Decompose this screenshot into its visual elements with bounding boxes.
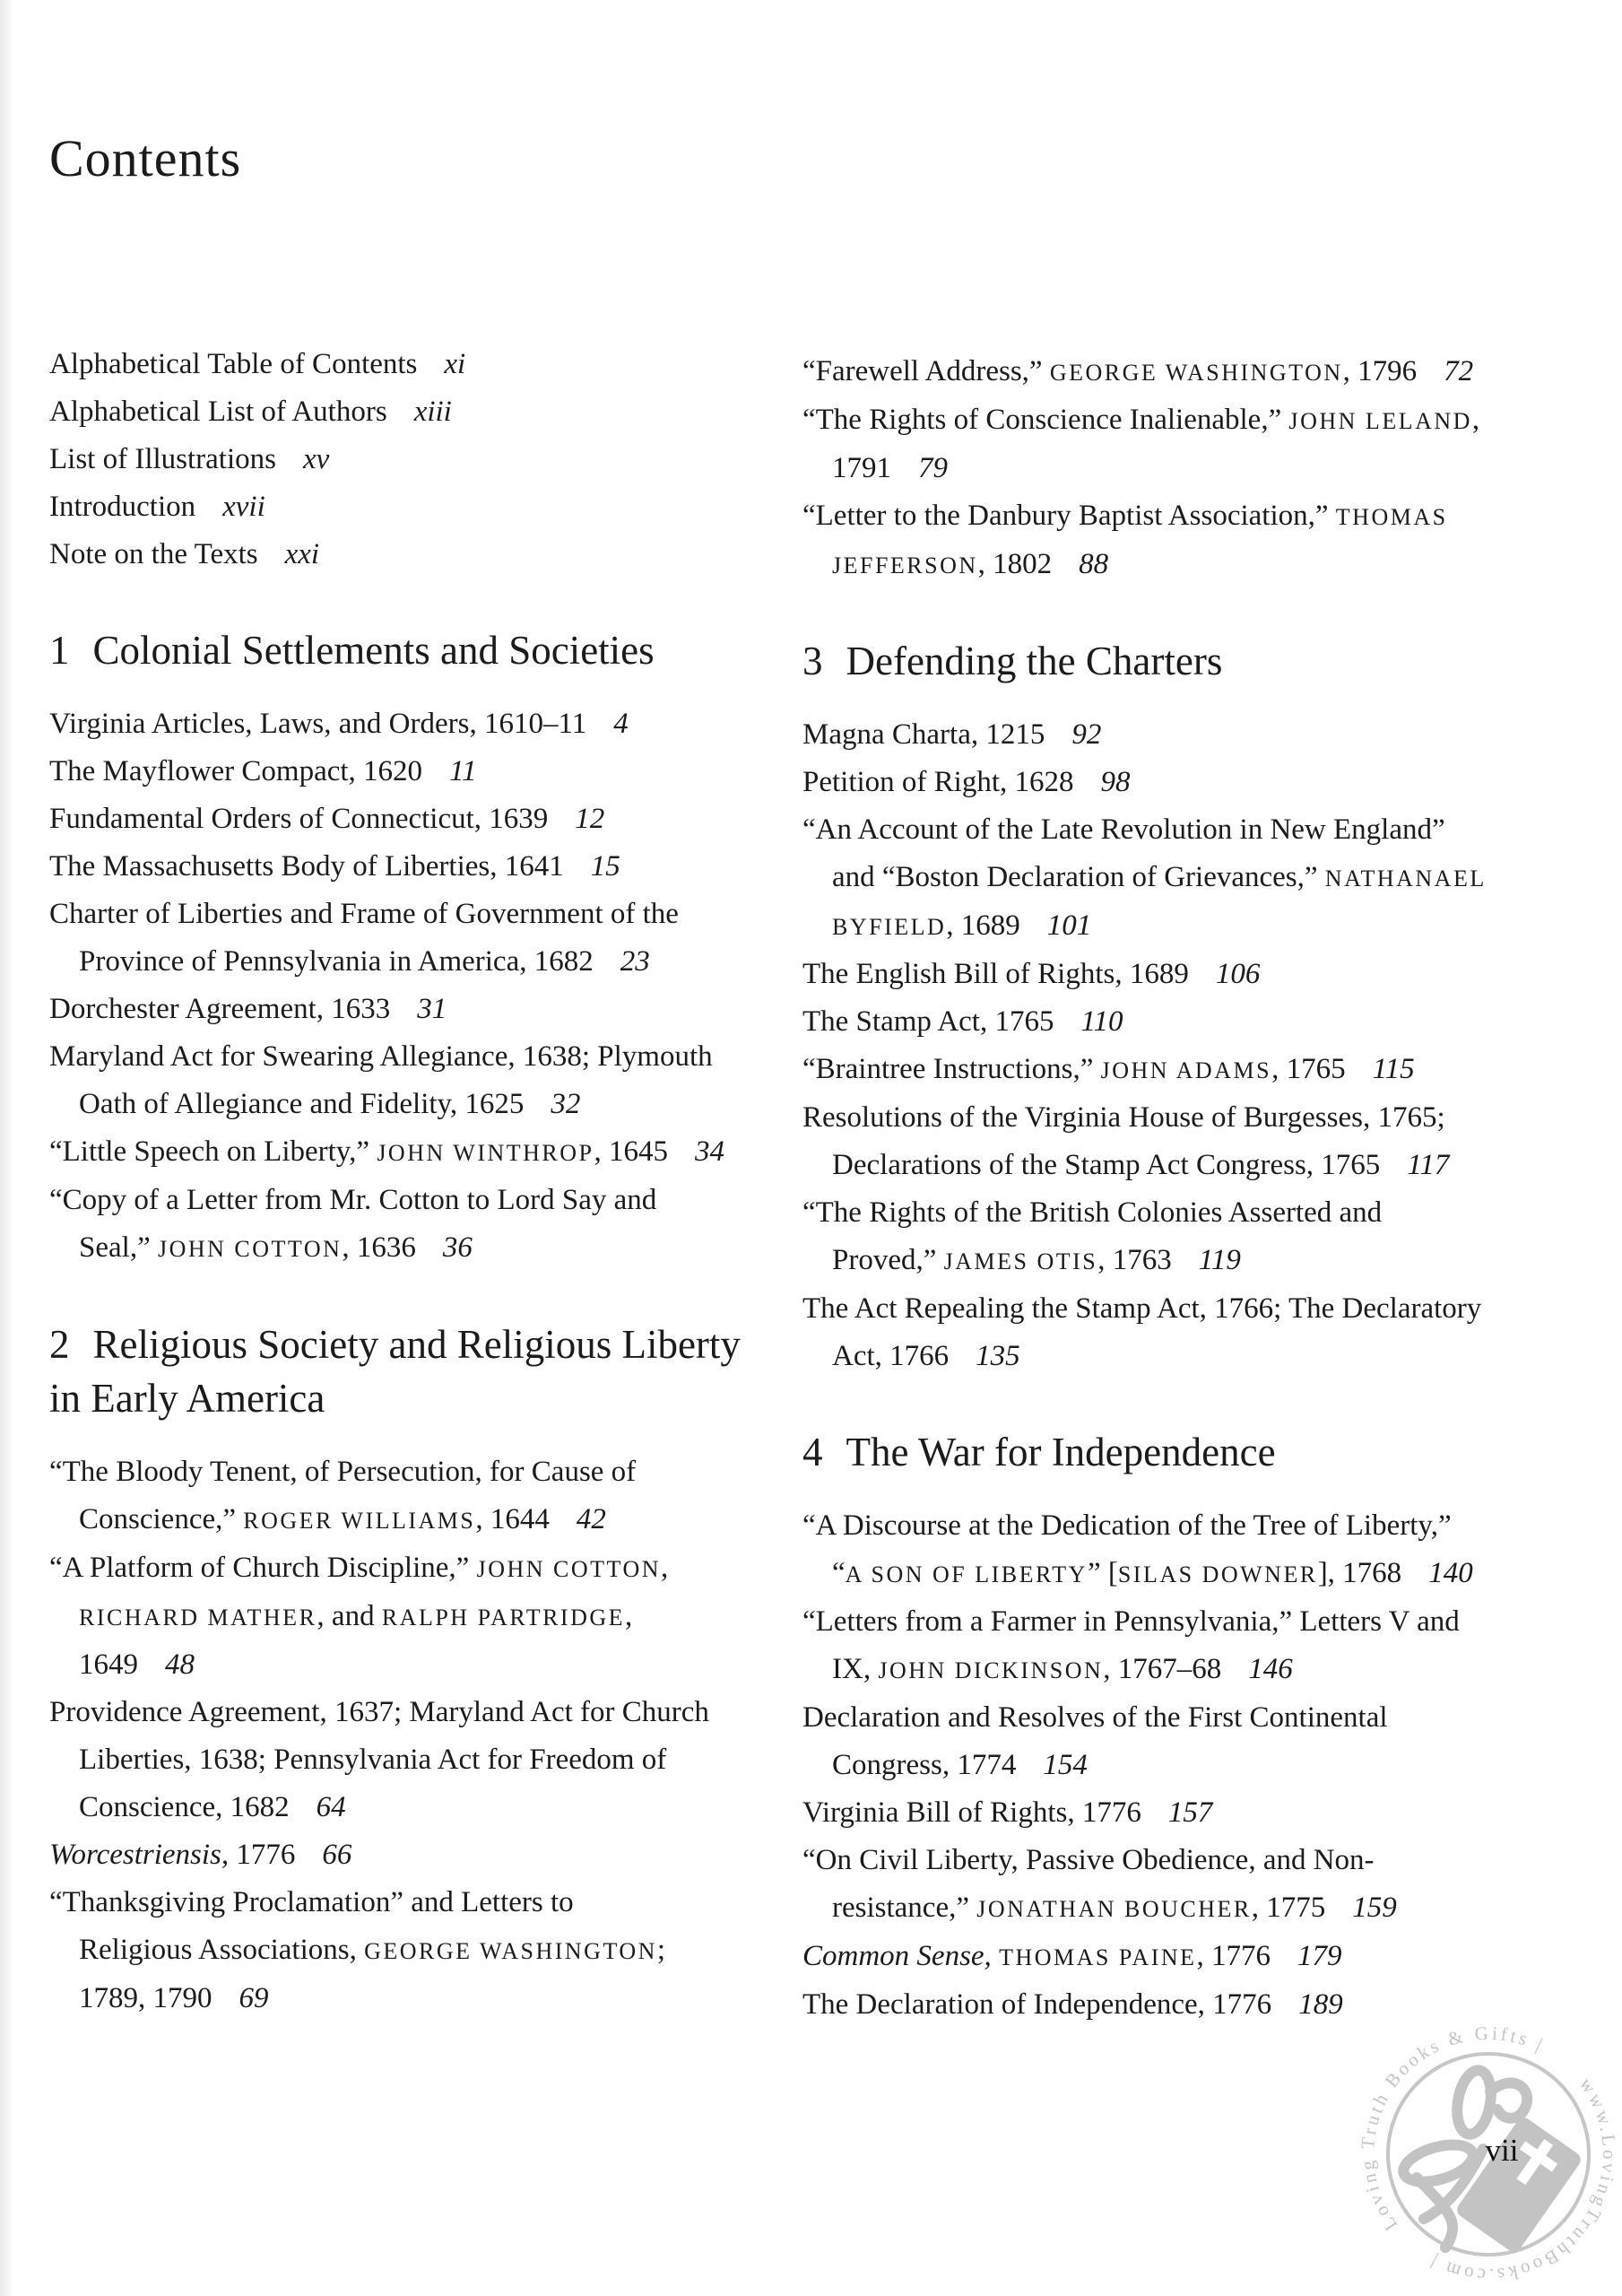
author-name: A SON OF LIBERTY xyxy=(845,1561,1088,1587)
author-name: JOHN ADAMS xyxy=(1100,1057,1272,1083)
page-ref: 36 xyxy=(442,1231,473,1264)
section-heading xyxy=(49,623,741,677)
toc-line xyxy=(802,1884,1487,1933)
stamp-arc-text-bottom: www.LovingTruthBooks.com | xyxy=(1424,2074,1621,2287)
section-title: Religious Society and Religious Liberty xyxy=(92,1322,741,1367)
page-ref: 4 xyxy=(613,708,629,740)
toc-line xyxy=(802,1933,1487,1981)
entry-text: , 1689 xyxy=(946,909,1020,942)
entry-text: Introduction xyxy=(49,491,196,523)
entry-text: Act, 1766 xyxy=(832,1340,950,1372)
toc-line xyxy=(802,1189,1487,1237)
author-name: JOHN LELAND xyxy=(1288,408,1472,434)
toc-line xyxy=(49,436,741,483)
toc-line xyxy=(49,1224,741,1273)
toc-entries xyxy=(49,700,741,1273)
toc-column-right xyxy=(802,348,1487,2029)
toc-entry xyxy=(49,341,741,388)
entry-text: , 1765 xyxy=(1271,1053,1346,1085)
page-number: vii xyxy=(1485,2133,1519,2168)
page-ref: 12 xyxy=(575,803,605,835)
toc-entry xyxy=(49,700,741,748)
section-heading xyxy=(49,1318,741,1425)
page-ref: 72 xyxy=(1444,355,1474,387)
entry-text: “The Bloody Tenent, of Persecution, for Cause of xyxy=(49,1456,637,1488)
toc-line xyxy=(802,951,1487,998)
toc-entry xyxy=(49,1831,741,1879)
entry-text: ” [ xyxy=(1087,1557,1118,1589)
toc-entry xyxy=(49,1448,741,1544)
author-name: THOMAS PAINE xyxy=(999,1944,1197,1970)
toc-entry xyxy=(49,1544,741,1689)
toc-line xyxy=(49,891,741,938)
entry-text: , xyxy=(661,1552,669,1584)
entry-text: , and xyxy=(317,1600,382,1632)
toc-line xyxy=(49,1689,741,1736)
toc-line xyxy=(49,938,741,986)
entry-text: Oath of Allegiance and Fidelity, 1625 xyxy=(79,1088,525,1120)
page-ref: 119 xyxy=(1198,1244,1241,1276)
toc-entry xyxy=(49,843,741,891)
toc-entries xyxy=(49,1448,741,2022)
author-name: ROGER WILLIAMS xyxy=(243,1508,476,1534)
entry-text: Seal,” xyxy=(79,1231,158,1264)
toc-line xyxy=(49,986,741,1033)
page-ref: 31 xyxy=(417,993,447,1025)
entry-text: Petition of Right, 1628 xyxy=(802,766,1074,798)
toc-entry xyxy=(49,1689,741,1831)
entry-text: “The Rights of Conscience Inalienable,” xyxy=(802,404,1289,436)
page-ref: 11 xyxy=(449,755,477,787)
author-name: JONATHAN BOUCHER xyxy=(976,1896,1252,1922)
toc-entry xyxy=(802,396,1487,492)
page-ref: xiii xyxy=(413,396,452,428)
entry-text: , 1645 xyxy=(594,1135,669,1168)
page-ref: 115 xyxy=(1372,1053,1415,1085)
toc-line xyxy=(802,1046,1487,1094)
entry-text: Virginia Articles, Laws, and Orders, 1610–11 xyxy=(49,708,587,740)
entry-text: “Letters from a Farmer in Pennsylvania,” Letters V and xyxy=(802,1605,1460,1638)
page-ref: xvii xyxy=(222,491,265,523)
page-ref: 189 xyxy=(1298,1988,1343,2021)
page-ref: 179 xyxy=(1297,1940,1342,1972)
toc-line xyxy=(49,700,741,748)
toc-entry xyxy=(802,1094,1487,1189)
toc-entry xyxy=(49,436,741,483)
work-title-italic: Common Sense, xyxy=(802,1940,992,1972)
entry-text: 1649 xyxy=(79,1648,138,1681)
toc-line xyxy=(802,1646,1487,1694)
page-ref: 34 xyxy=(695,1135,725,1168)
entry-text: , 1802 xyxy=(977,548,1053,580)
toc-line xyxy=(802,445,1487,492)
entry-text: Charter of Liberties and Frame of Government of the xyxy=(49,898,679,930)
entry-text: “The Rights of the British Colonies Asserted and xyxy=(802,1196,1383,1229)
page-ref: 146 xyxy=(1248,1653,1293,1685)
author-name: JOHN COTTON xyxy=(476,1556,661,1582)
entry-text: Fundamental Orders of Connecticut, 1639 xyxy=(49,803,549,835)
toc-line xyxy=(49,341,741,388)
entry-text: Alphabetical List of Authors xyxy=(49,396,387,428)
entry-text: , xyxy=(625,1600,633,1632)
toc-line xyxy=(802,998,1487,1046)
section-title: in Early America xyxy=(49,1376,325,1421)
toc-entry xyxy=(802,1189,1487,1285)
toc-entry xyxy=(49,388,741,436)
section-number: 3 xyxy=(802,639,823,683)
toc-entry xyxy=(802,998,1487,1046)
toc-line xyxy=(802,711,1487,759)
entry-text: , 1796 xyxy=(1342,355,1418,387)
entry-text: , 1763 xyxy=(1097,1244,1172,1276)
toc-entries xyxy=(802,348,1487,589)
toc-line xyxy=(49,1831,741,1879)
entry-text: ], 1768 xyxy=(1317,1557,1402,1589)
toc-entry xyxy=(802,1694,1487,1789)
entry-text: Dorchester Agreement, 1633 xyxy=(49,993,391,1025)
author-name: JAMES OTIS xyxy=(943,1248,1098,1274)
entry-text: Providence Agreement, 1637; Maryland Act for Church xyxy=(49,1696,709,1728)
page-ref: 42 xyxy=(576,1503,606,1535)
entry-text: 1776 xyxy=(229,1839,296,1871)
entry-text: “Farewell Address,” xyxy=(802,355,1050,387)
entry-text: “Braintree Instructions,” xyxy=(802,1053,1101,1085)
page-ref: 48 xyxy=(165,1648,195,1681)
entry-text: IX, xyxy=(832,1653,879,1685)
entry-text: Conscience,” xyxy=(79,1503,244,1535)
section-number: 4 xyxy=(802,1430,823,1474)
toc-line xyxy=(802,902,1487,951)
toc-line xyxy=(802,1694,1487,1742)
toc-line xyxy=(49,1975,741,2022)
toc-line xyxy=(802,1502,1487,1550)
page-ref: 88 xyxy=(1079,548,1109,580)
page-ref: 117 xyxy=(1407,1149,1450,1181)
toc-line xyxy=(802,1837,1487,1884)
entry-text: “Copy of a Letter from Mr. Cotton to Lord Say and xyxy=(49,1184,657,1216)
toc-line xyxy=(802,1550,1487,1598)
toc-line xyxy=(802,1333,1487,1380)
page-ref: 159 xyxy=(1352,1892,1397,1924)
entry-text: Magna Charta, 1215 xyxy=(802,718,1045,751)
toc-line xyxy=(49,1784,741,1831)
author-name: JOHN WINTHROP xyxy=(377,1140,594,1166)
author-name: BYFIELD xyxy=(832,914,947,940)
toc-line xyxy=(49,1879,741,1926)
entry-text: , xyxy=(1471,404,1480,436)
toc-line xyxy=(802,492,1487,541)
page-ref: 32 xyxy=(551,1088,581,1120)
section-title: The War for Independence xyxy=(846,1430,1276,1474)
page-ref: 135 xyxy=(976,1340,1020,1372)
page-ref: 92 xyxy=(1071,718,1102,751)
entry-text: Note on the Texts xyxy=(49,538,258,570)
page-title: Contents xyxy=(49,129,242,187)
entry-text: , 1775 xyxy=(1251,1892,1326,1924)
toc-entry xyxy=(49,1879,741,2022)
toc-entry xyxy=(802,1502,1487,1598)
page-ref: 66 xyxy=(322,1839,352,1871)
toc-entry xyxy=(49,1177,741,1273)
entry-text: , 1644 xyxy=(475,1503,550,1535)
toc-line xyxy=(802,1237,1487,1285)
toc-entry xyxy=(49,796,741,843)
toc-entry xyxy=(802,348,1487,396)
toc-column-left xyxy=(49,341,741,2022)
toc-line xyxy=(49,1496,741,1544)
toc-line xyxy=(802,348,1487,396)
page-ref: 157 xyxy=(1167,1796,1213,1829)
toc-line xyxy=(802,1789,1487,1837)
entry-text: “A Discourse at the Dedication of the Tree of Liberty,” xyxy=(802,1509,1452,1542)
author-name: JEFFERSON xyxy=(832,552,978,578)
toc-line xyxy=(49,796,741,843)
entry-text: The Declaration of Independence, 1776 xyxy=(802,1988,1272,2021)
author-name: THOMAS xyxy=(1335,504,1448,530)
author-name: GEORGE WASHINGTON xyxy=(1049,360,1343,386)
toc-entry xyxy=(802,806,1487,951)
toc-entry xyxy=(49,986,741,1033)
entry-text: Province of Pennsylvania in America, 1682 xyxy=(79,945,594,978)
toc-line xyxy=(802,541,1487,589)
toc-line xyxy=(49,1641,741,1689)
toc-line xyxy=(49,1033,741,1081)
toc-line xyxy=(49,1081,741,1128)
toc-line xyxy=(802,1285,1487,1333)
section-heading xyxy=(802,1425,1487,1479)
section-heading xyxy=(802,634,1487,688)
toc-entries xyxy=(49,341,741,578)
toc-line xyxy=(49,1544,741,1593)
toc-entry xyxy=(49,1033,741,1128)
entry-text: “On Civil Liberty, Passive Obedience, and Non- xyxy=(802,1844,1375,1876)
page-ref: 140 xyxy=(1428,1557,1473,1589)
page-ref: 98 xyxy=(1100,766,1131,798)
toc-entry xyxy=(49,891,741,986)
toc-entry xyxy=(802,1933,1487,1981)
toc-line xyxy=(802,806,1487,854)
entry-text: and “Boston Declaration of Grievances,” xyxy=(832,861,1325,893)
section-number: 1 xyxy=(49,628,70,673)
page-ref: 79 xyxy=(918,452,948,484)
stamp-arc-text-top: Loving Truth Books & Gifts | xyxy=(1356,2022,1549,2235)
entry-text: “An Account of the Late Revolution in New England” xyxy=(802,813,1445,846)
toc-line xyxy=(802,1094,1487,1142)
entry-text: ; xyxy=(656,1934,666,1966)
entry-text: Resolutions of the Virginia House of Burgesses, 1765; xyxy=(802,1101,1445,1134)
entry-text: The Act Repealing the Stamp Act, 1766; The Declaratory xyxy=(802,1292,1482,1325)
page-ref: 64 xyxy=(316,1791,346,1823)
toc-entry xyxy=(49,748,741,796)
section-title: Colonial Settlements and Societies xyxy=(92,628,655,673)
author-name: RALPH PARTRIDGE xyxy=(381,1605,626,1631)
entry-text: Religious Associations, xyxy=(79,1934,365,1966)
author-name: NATHANAEL xyxy=(1324,865,1487,891)
page-ref: xxi xyxy=(284,538,320,570)
toc-line xyxy=(49,388,741,436)
page-ref: 110 xyxy=(1080,1005,1123,1038)
entry-text: “Letter to the Danbury Baptist Association,” xyxy=(802,500,1336,532)
author-name: JOHN DICKINSON xyxy=(878,1657,1104,1683)
toc-entries xyxy=(802,711,1487,1380)
toc-entry xyxy=(802,1837,1487,1933)
author-name: SILAS DOWNER xyxy=(1117,1561,1318,1587)
toc-entry xyxy=(802,711,1487,759)
section-number: 2 xyxy=(49,1322,70,1367)
toc-line xyxy=(49,1736,741,1784)
page-ref: 23 xyxy=(620,945,650,978)
toc-entry xyxy=(49,1128,741,1177)
page-ref: xv xyxy=(302,443,330,475)
author-name: GEORGE WASHINGTON xyxy=(364,1938,657,1964)
toc-entry xyxy=(802,1285,1487,1380)
entry-text: List of Illustrations xyxy=(49,443,276,475)
page-ref: 69 xyxy=(239,1982,269,2014)
entry-text: “ xyxy=(832,1557,846,1589)
entry-text: The Massachusetts Body of Liberties, 1641 xyxy=(49,850,564,883)
toc-line xyxy=(802,759,1487,806)
page-ref: 101 xyxy=(1046,909,1092,942)
entry-text: Liberties, 1638; Pennsylvania Act for Freedom of xyxy=(79,1744,667,1776)
entry-text: The English Bill of Rights, 1689 xyxy=(802,958,1189,990)
toc-entry xyxy=(802,1789,1487,1837)
toc-line xyxy=(49,1448,741,1496)
entry-text: The Mayflower Compact, 1620 xyxy=(49,755,423,787)
toc-entry xyxy=(802,951,1487,998)
entry-text: Maryland Act for Swearing Allegiance, 1638; Plymouth xyxy=(49,1040,713,1073)
toc-entry xyxy=(802,492,1487,589)
entry-text: 1789, 1790 xyxy=(79,1982,213,2014)
entry-text: “Little Speech on Liberty,” xyxy=(49,1135,377,1168)
toc-entry xyxy=(802,759,1487,806)
entry-text: The Stamp Act, 1765 xyxy=(802,1005,1054,1038)
entry-text: 1791 xyxy=(832,452,891,484)
toc-line xyxy=(49,1128,741,1177)
entry-text: Declaration and Resolves of the First Continental xyxy=(802,1701,1388,1734)
section-title: Defending the Charters xyxy=(846,639,1223,683)
toc-entry xyxy=(802,1046,1487,1094)
toc-entry xyxy=(802,1598,1487,1694)
entry-text: Conscience, 1682 xyxy=(79,1791,290,1823)
toc-line xyxy=(802,396,1487,445)
toc-entry xyxy=(49,483,741,531)
entry-text: resistance,” xyxy=(832,1892,977,1924)
entry-text: , 1767–68 xyxy=(1103,1653,1222,1685)
toc-entry xyxy=(49,531,741,578)
toc-line xyxy=(49,1926,741,1975)
toc-line xyxy=(802,1598,1487,1646)
entry-text xyxy=(992,1940,999,1972)
toc-entries xyxy=(802,1502,1487,2029)
toc-line xyxy=(49,748,741,796)
toc-line xyxy=(802,1742,1487,1789)
entry-text: , 1776 xyxy=(1196,1940,1271,1972)
entry-text: Declarations of the Stamp Act Congress, 1765 xyxy=(832,1149,1381,1181)
toc-line xyxy=(802,1142,1487,1189)
entry-text: “A Platform of Church Discipline,” xyxy=(49,1552,477,1584)
toc-line xyxy=(49,1177,741,1224)
page-ref: 15 xyxy=(590,850,620,883)
entry-text: “Thanksgiving Proclamation” and Letters to xyxy=(49,1886,574,1918)
toc-line xyxy=(802,854,1487,902)
author-name: RICHARD MATHER xyxy=(79,1605,317,1631)
entry-text: Virginia Bill of Rights, 1776 xyxy=(802,1796,1141,1829)
entry-text: Proved,” xyxy=(832,1244,944,1276)
entry-text: Alphabetical Table of Contents xyxy=(49,348,418,380)
toc-line xyxy=(49,531,741,578)
page-ref: 106 xyxy=(1215,958,1261,990)
entry-text: , 1636 xyxy=(342,1231,416,1264)
entry-text: Congress, 1774 xyxy=(832,1749,1017,1781)
page-ref: 154 xyxy=(1043,1749,1088,1781)
toc-line xyxy=(49,843,741,891)
page-ref: xi xyxy=(444,348,466,380)
author-name: JOHN COTTON xyxy=(157,1236,343,1262)
work-title-italic: Worcestriensis, xyxy=(49,1839,230,1871)
toc-line xyxy=(49,483,741,531)
toc-line xyxy=(49,1593,741,1641)
